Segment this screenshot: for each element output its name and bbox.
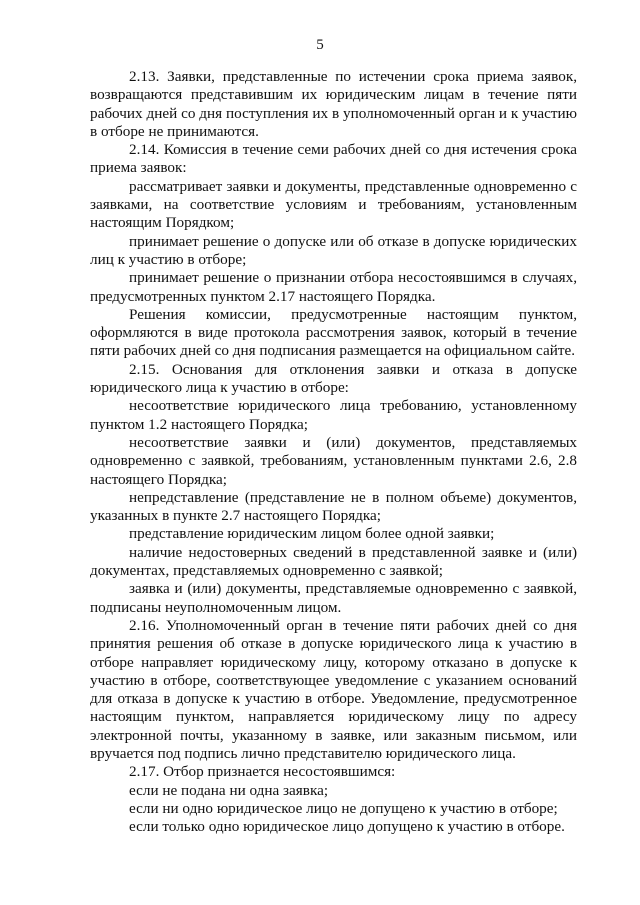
paragraph-decisions: Решения комиссии, предусмотренные настоящим пунктом, оформляются в виде протокола рассмотрения заявок, который в течение пяти рабочих дней со дня подписания размещается на официальном сайте. [90,305,577,360]
document-body [90,68,577,836]
list-item: представление юридическим лицом более одной заявки; [129,525,495,543]
list-item: заявка и (или) документы, представляемые одновременно с заявкой, подписаны неуполномоченным лицом. [90,580,577,616]
list-item: если ни одно юридическое лицо не допущено к участию в отборе; [129,799,558,817]
list-item: непредставление (представление не в полном объеме) документов, указанных в пункте 2.7 настоящего Порядка; [90,488,577,525]
list-item: рассматривает заявки и документы, представленные одновременно с заявками, на соответствие условиям и требованиям, установленным настоящим Порядком; [90,177,577,232]
page-number: 5 [316,37,324,53]
list-item: принимает решение о допуске или об отказе в допуске юридических лиц к участию в отборе; [90,232,577,268]
paragraph-2-13: 2.13. Заявки, представленные по истечении срока приема заявок, возвращаются представившим их юридическим лицам в течение пяти рабочих дней со дня поступления их в уполномоченный орган и к участию в отборе не принимаются. [90,68,577,140]
list-item: несоответствие юридического лица требованию, установленному пунктом 1.2 настоящего Порядка; [90,397,577,433]
paragraph-2-14: 2.14. Комиссия в течение семи рабочих дней со дня истечения срока приема заявок: [90,141,577,177]
list-item: несоответствие заявки и (или) документов, представляемых одновременно с заявкой, требованиям, установленным пунктами 2.6, 2.8 настоящего Порядка; [90,433,577,488]
paragraph-2-17: 2.17. Отбор признается несостоявшимся: [129,763,396,781]
paragraph-2-15: 2.15. Основания для отклонения заявки и отказа в допуске юридического лица к участию в отборе: [90,360,577,397]
paragraph-2-16: 2.16. Уполномоченный орган в течение пяти рабочих дней со дня принятия решения об отказе в допуске юридического лица к участию в отборе направляет юридическому лицу, которому отказано в допуске к участию в отборе, соответствующее уведомление с указанием оснований для отказа в допуске к участию в отборе. Уведомление, предусмотренное настоящим пунктом, направляется юридическому лицу по адресу электронной почты, указанному в заявке, или заказным письмом, или вручается под подпись лично представителю юридического лица. [90,616,577,762]
list-item: принимает решение о признании отбора несостоявшимся в случаях, предусмотренных пунктом 2.17 настоящего Порядка. [90,269,577,305]
list-item: наличие недостоверных сведений в представленной заявке и (или) документах, представляемых одновременно с заявкой; [90,543,577,580]
list-item: если только одно юридическое лицо допущено к участию в отборе. [129,818,565,836]
list-item: если не подана ни одна заявка; [129,781,329,799]
